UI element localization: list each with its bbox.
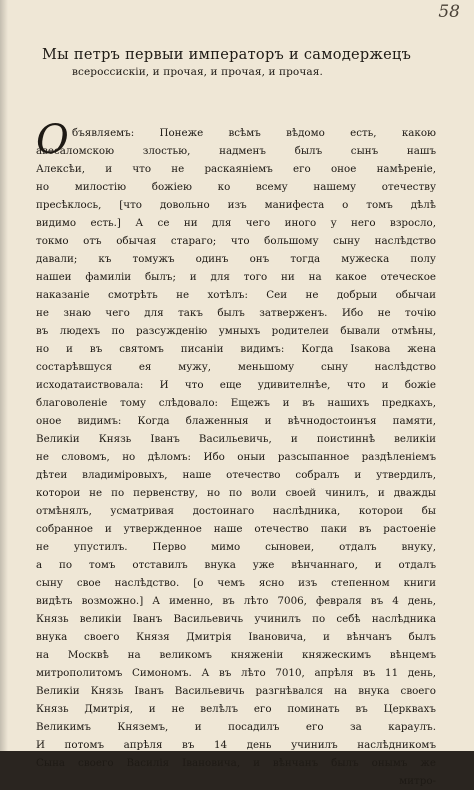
text-line: Сына своего Василія Iвановича, и вѣнчанъ былъ онымъ же [36,757,436,769]
text-line: дѣтеи владиміровыхъ, наше отечество собралъ и утвердилъ, [36,469,436,481]
page-number: 58 [438,2,460,22]
text-line: состарѣвшуся ея мужу, меньшому сыну наслѣдство [36,361,436,373]
text-line: видѣть возможно.] А именно, въ лѣто 7006, февраля въ 4 день, [36,595,436,607]
text-line: Князь Дмитрія, и не велѣлъ его поминать въ Церквахъ [36,703,436,715]
text-line: авесаломскою злостью, надменъ былъ сынъ нашъ [36,145,436,157]
text-line: не упустилъ. Перво мимо сыновеи, отдалъ внуку, [36,541,436,553]
text-line: митро- [399,775,436,787]
text-line: Князь великіи Iванъ Васильевичь учинилъ по себѣ наслѣдника [36,613,436,625]
page-edge-shadow [0,0,8,751]
text-line: внука своего Князя Дмитрія Iвановича, и вѣнчанъ былъ [36,631,436,643]
text-line: нашеи фамиліи былъ; и для того ни на какое отеческое [36,271,436,283]
text-line: на Москвѣ на великомъ княженіи княжескимъ вѣнцемъ [36,649,436,661]
text-line: Великимъ Княземъ, и посадилъ его за караулъ. [36,721,436,733]
text-line: давали; къ томужъ одинъ онъ тогда мужеска полу [36,253,436,265]
text-line: пресѣклось, [что довольно изъ манифеста о томъ дѣлѣ [36,199,436,211]
text-line: отмѣнялъ, усматривая достоинаго наслѣдника, которои бы [36,505,436,517]
text-line: Великіи Князь Iванъ Васильевичь разгнѣвался на внука своего [36,685,436,697]
text-line: токмо отъ обычая стараго; что большому сыну наслѣдство [36,235,436,247]
text-line: собранное и утвержденное наше отечество паки въ растоеніе [36,523,436,535]
drop-cap: О [36,117,69,163]
text-line: бъявляемъ: Понеже всѣмъ вѣдомо есть, какою [72,127,436,139]
text-line: Алексѣи, и что не раскаяніемъ его оное намѣреніе, [36,163,436,175]
body-text [36,124,436,790]
text-line: благоволеніе тому слѣдовало: Ещежъ и въ нашихъ предкахъ, [36,397,436,409]
text-line: а по томъ отставилъ внука уже вѣнчаннаго, и отдалъ [36,559,436,571]
text-line: не словомъ, но дѣломъ: Ибо оныи разсыпанное раздѣленіемъ [36,451,436,463]
document-title: Мы петръ первыи императоръ и самодержецъ [42,47,412,63]
text-line: оное видимъ: Когда блаженныя и вѣчнодостоинъя памяти, [36,415,436,427]
text-line: Великіи Князь Iванъ Васильевичь, и поистиннѣ великіи [36,433,436,445]
text-line: наказаніе смотрѣть не хотѣлъ: Сеи не добрыи обычаи [36,289,436,301]
text-line: въ людехъ по разсужденію умныхъ родителеи бывали отмѣны, [36,325,436,337]
text-line: видимо есть.] А се ни для чего иного у него взросло, [36,217,436,229]
text-line: исходатаиствовала: И что еще удивителнѣе, что и божіе [36,379,436,391]
document-subtitle: всероссискіи, и прочая, и прочая, и прочая. [72,66,323,78]
text-line: И потомъ апрѣля въ 14 день учинилъ наслѣдникомъ [36,739,436,751]
text-line: сыну свое наслѣдство. [о чемъ ясно изъ степенном книги [36,577,436,589]
text-line: митрополитомъ Симономъ. А въ лѣто 7010, апрѣля въ 11 день, [36,667,436,679]
text-line: которои не по первенству, но по воли своей чинилъ, и дважды [36,487,436,499]
text-line: но милостію божіею ко всему нашему отечеству [36,181,436,193]
text-line: не знаю чего для такъ былъ затверженъ. Ибо не точію [36,307,436,319]
text-line: но и въ святомъ писаніи видимъ: Когда Isакова жена [36,343,436,355]
